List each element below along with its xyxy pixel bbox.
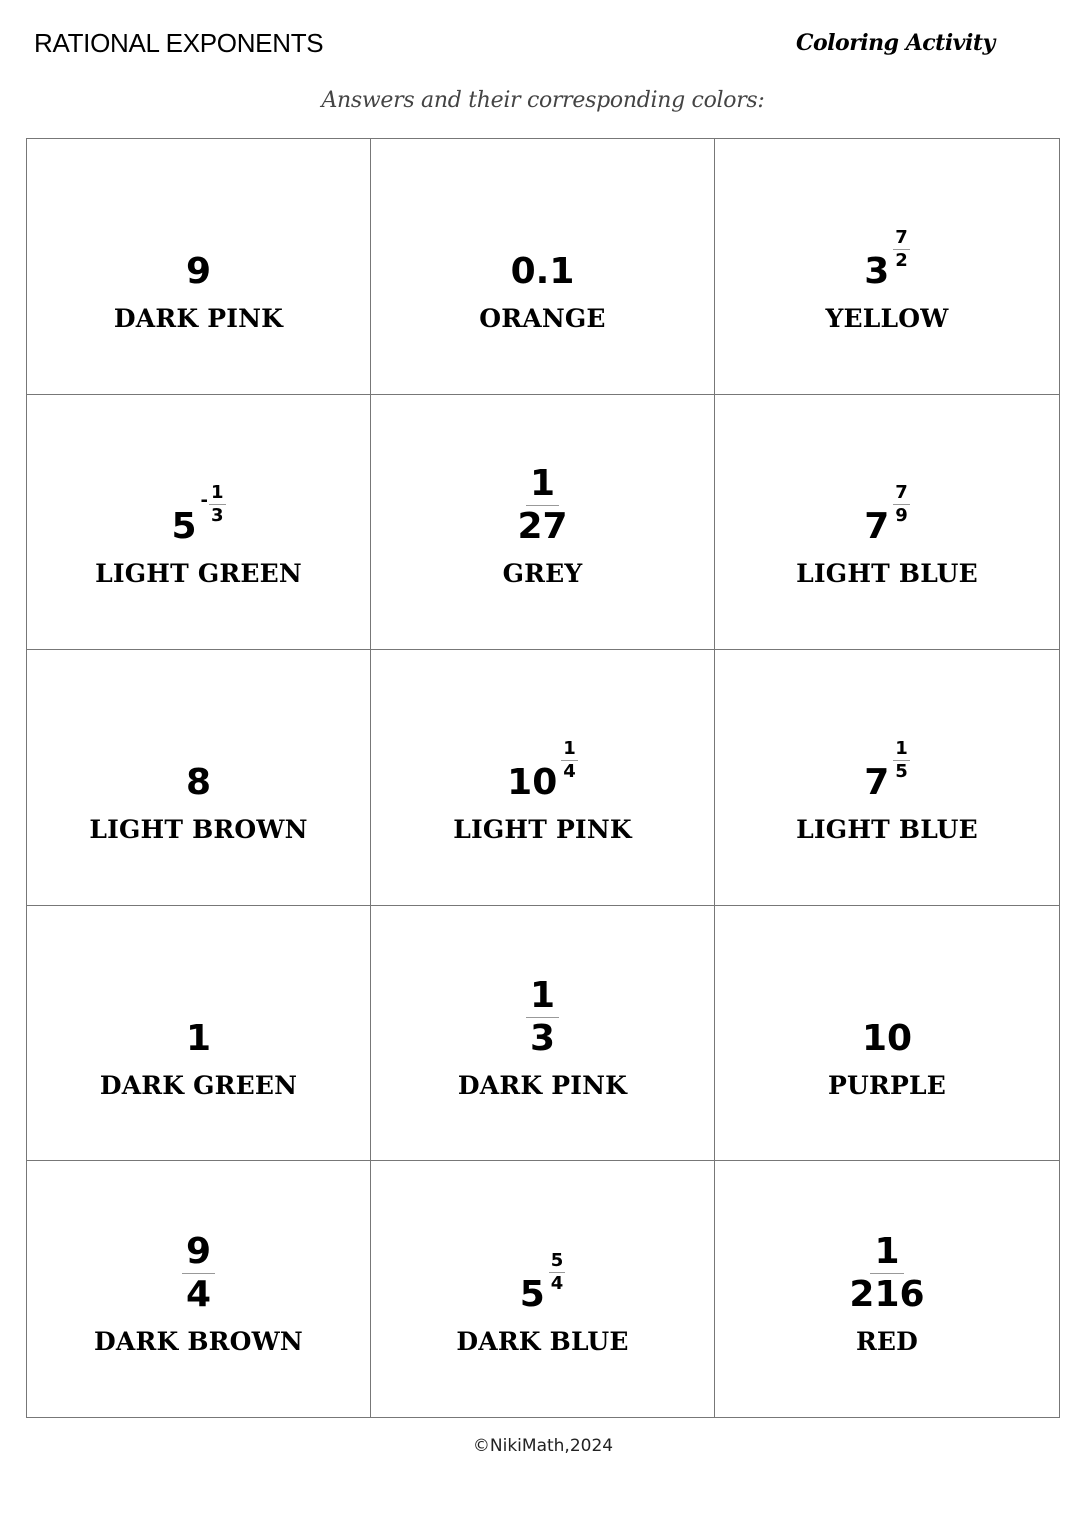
answer-value: 0.1 [510,250,575,292]
color-label: YELLOW [825,303,949,333]
color-label: LIGHT BLUE [796,814,978,844]
answer-cell [27,1161,371,1417]
answer-value: 8 [185,761,212,803]
power-base: 7 [864,506,890,548]
answer-power [171,455,225,548]
color-label: GREY [502,559,583,589]
power-base: 3 [864,250,890,292]
answer-power [507,711,578,801]
worksheet-title: RATIONAL EXPONENTS [34,28,324,58]
color-label: PURPLE [827,1070,946,1100]
color-label: RED [855,1326,919,1356]
answer-cell [27,650,371,906]
answer-value: 1 [185,1017,212,1059]
answer-power [520,1223,566,1313]
color-label: ORANGE [479,303,606,333]
power-base: 7 [864,761,890,803]
answer-cell [371,1161,715,1417]
answer-fraction: $\frac{1}{27}$ [517,463,568,548]
answer-cell [371,395,715,651]
power-base: 5 [519,1273,545,1315]
answer-fraction: $\frac{9}{4}$ [182,1223,215,1313]
color-label: LIGHT BROWN [89,814,308,844]
color-label: LIGHT PINK [453,814,632,844]
answer-power [864,711,910,801]
fractional-exponent: $\frac{5}{4}$ [550,1249,564,1294]
copyright-footer: ©NikiMath,2024 [472,1436,614,1456]
answer-cell [27,906,371,1162]
answer-value: 9 [185,250,212,292]
power-base: 10 [507,761,558,803]
answer-cell [27,139,371,395]
color-label: DARK BLUE [456,1326,629,1356]
answer-cell [715,395,1059,651]
answer-fraction: $\frac{1}{216}$ [849,1230,925,1315]
activity-label: Coloring Activity [796,30,995,56]
color-label: LIGHT BLUE [796,559,978,589]
answer-power [864,200,910,290]
answer-color-grid [26,138,1060,1418]
answer-cell [27,395,371,651]
answer-power [864,455,910,548]
power-base: 5 [171,506,197,548]
fractional-exponent: $\frac{1}{5}$ [895,737,908,782]
fractional-exponent: - $\frac{1}{3}$ [200,482,224,527]
answer-value: 10 [861,1017,913,1059]
answers-subtitle: Answers and their corresponding colors: [321,88,765,113]
answer-cell [715,139,1059,395]
answer-cell [715,1161,1059,1417]
negative-sign: - [200,490,208,512]
answer-fraction: $\frac{1}{3}$ [526,967,559,1057]
color-label: DARK GREEN [99,1070,298,1100]
answer-cell [371,650,715,906]
fractional-exponent: $\frac{7}{2}$ [895,226,908,271]
answer-cell [371,906,715,1162]
answer-cell [371,139,715,395]
color-label: DARK PINK [457,1070,628,1100]
color-label: DARK BROWN [94,1326,303,1356]
fractional-exponent: $\frac{1}{4}$ [563,737,576,782]
answer-cell [715,650,1059,906]
color-label: DARK PINK [113,303,284,333]
color-label: LIGHT GREEN [95,559,302,589]
fractional-exponent: $\frac{7}{9}$ [895,482,908,527]
answer-cell [715,906,1059,1162]
